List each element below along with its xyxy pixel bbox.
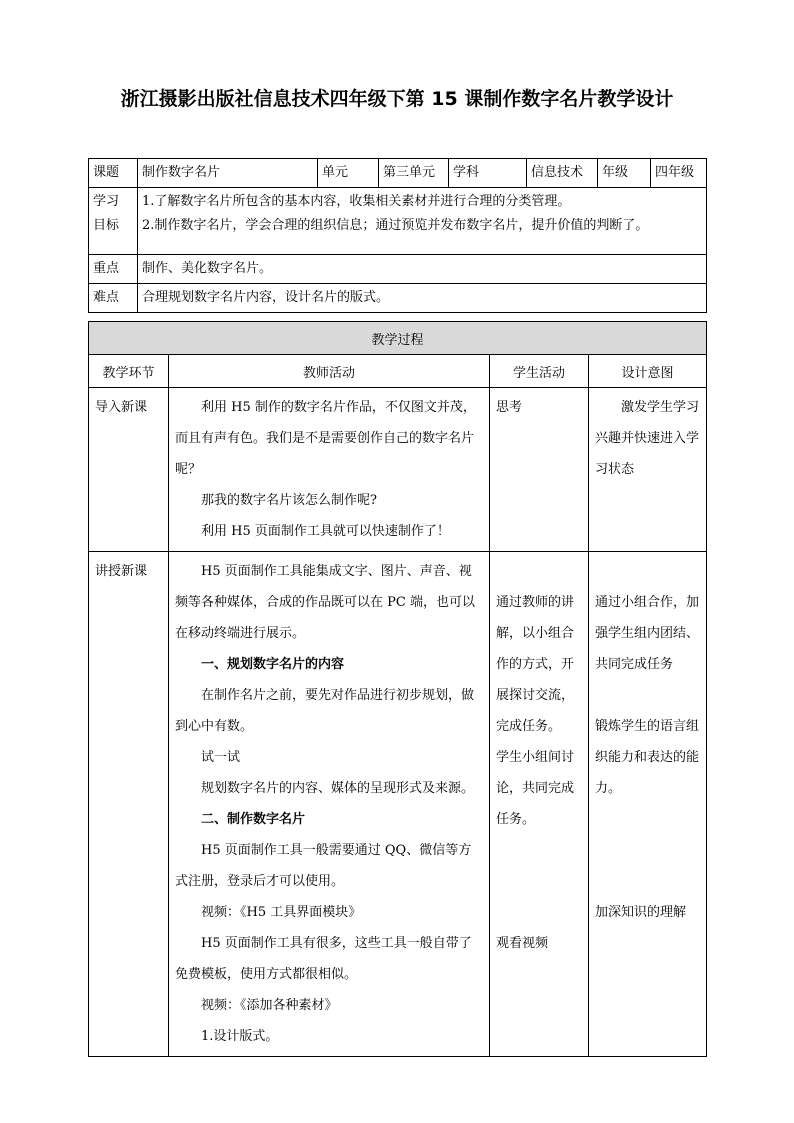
teacher-paragraph: 那我的数字名片该怎么制作呢? — [201, 493, 377, 508]
goals-label — [89, 188, 138, 255]
teacher-paragraph: 视频：《H5 工具界面模块》 — [201, 905, 362, 920]
teacher-paragraph: 利用 H5 页面制作工具就可以快速制作了！ — [201, 524, 450, 539]
grade-value: 四年级 — [651, 159, 707, 188]
process-column-headers — [89, 355, 707, 388]
student-text: 思考 — [496, 400, 523, 415]
col-intent: 设计意图 — [589, 355, 707, 388]
key-value: 制作、美化数字名片。 — [138, 255, 707, 284]
lesson-header-table — [88, 158, 707, 313]
topic-value: 制作数字名片 — [138, 159, 318, 188]
key-row — [89, 255, 707, 284]
stage-cell: 讲授新课 — [89, 552, 169, 1057]
goals-label-line-1: 学习 — [93, 194, 120, 209]
teacher-heading: 二、制作数字名片 — [201, 812, 306, 827]
stage-cell: 导入新课 — [89, 388, 169, 552]
teacher-paragraph: 视频：《添加各种素材》 — [201, 998, 338, 1013]
teacher-paragraph: 利用 H5 制作的数字名片作品，不仅图文并茂，而且有声有色。我们是不是需要创作自己的数字名片呢？ — [175, 400, 476, 477]
student-text: 观看视频 — [496, 936, 549, 951]
difficult-row — [89, 284, 707, 313]
document-title: 浙江摄影出版社信息技术四年级下第 15 课制作数字名片教学设计 — [120, 88, 674, 110]
student-text: 通过教师的讲解，以小组合作的方式，开展探讨交流，完成任务。 — [496, 595, 575, 734]
intent-cell — [589, 388, 707, 552]
process-row-intro — [89, 388, 707, 552]
teaching-process-table — [88, 321, 707, 1057]
intent-text: 加深知识的理解 — [595, 905, 687, 920]
topic-label: 课题 — [89, 159, 138, 188]
subject-label: 学科 — [449, 159, 527, 188]
goal-1: 1.了解数字名片所包含的基本内容，收集相关素材并进行合理的分类管理。 — [142, 194, 571, 209]
unit-label: 单元 — [318, 159, 379, 188]
subject-value: 信息技术 — [527, 159, 598, 188]
key-label: 重点 — [89, 255, 138, 284]
goals-value — [138, 188, 707, 255]
col-stage: 教学环节 — [89, 355, 169, 388]
intent-text: 锻炼学生的语言组织能力和表达的能力。 — [595, 719, 700, 796]
unit-value: 第三单元 — [379, 159, 449, 188]
col-teacher: 教师活动 — [169, 355, 490, 388]
intent-cell — [589, 552, 707, 1057]
intent-text: 通过小组合作，加强学生组内团结、共同完成任务 — [595, 595, 700, 672]
topic-row — [89, 159, 707, 188]
grade-label: 年级 — [598, 159, 651, 188]
student-cell — [490, 552, 589, 1057]
teacher-paragraph: 规划数字名片的内容、媒体的呈现形式及来源。 — [201, 781, 475, 796]
difficult-label: 难点 — [89, 284, 138, 313]
teacher-paragraph: H5 页面制作工具有很多，这些工具一般自带了免费模板，使用方式都很相似。 — [175, 936, 472, 982]
goals-row — [89, 188, 707, 255]
process-band-title: 教学过程 — [89, 322, 707, 355]
teacher-cell — [169, 388, 490, 552]
teacher-paragraph: H5 页面制作工具能集成文字、图片、声音、视频等各种媒体，合成的作品既可以在 PC 端，也可以在移动终端进行展示。 — [175, 564, 475, 641]
teacher-heading: 一、规划数字名片的内容 — [201, 657, 345, 672]
teacher-cell — [169, 552, 490, 1057]
teacher-paragraph: 在制作名片之前，要先对作品进行初步规划，做到心中有数。 — [175, 688, 475, 734]
teacher-paragraph: 试一试 — [201, 750, 241, 765]
teacher-paragraph: H5 页面制作工具一般需要通过 QQ、微信等方式注册，登录后才可以使用。 — [175, 843, 472, 889]
student-text: 学生小组间讨论，共同完成任务。 — [496, 750, 575, 827]
intent-text: 激发学生学习兴趣并快速进入学习状态 — [595, 400, 700, 477]
teacher-paragraph: 1.设计版式。 — [201, 1029, 279, 1044]
difficult-value: 合理规划数字名片内容，设计名片的版式。 — [138, 284, 707, 313]
goals-label-line-2: 目标 — [93, 218, 120, 233]
col-student: 学生活动 — [490, 355, 589, 388]
process-row-lecture — [89, 552, 707, 1057]
goal-2: 2.制作数字名片，学会合理的组织信息；通过预览并发布数字名片，提升价值的判断了。 — [142, 218, 649, 233]
student-cell — [490, 388, 589, 552]
